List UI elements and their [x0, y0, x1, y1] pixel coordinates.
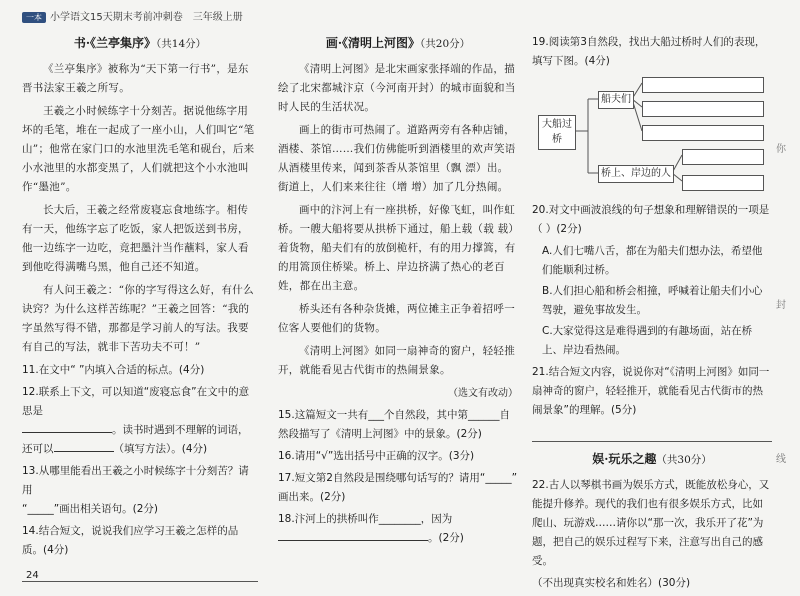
passage-paragraph: 《兰亭集序》被称为“天下第一行书”，是东晋书法家王羲之所写。	[22, 63, 249, 94]
section-title-calligraphy: 书·《兰亭集序》（共14分）	[73, 36, 207, 50]
question-22: 22.古人以琴棋书画为娱乐方式，既能放松身心，又能提升修养。现代的我们也有很多娱乐方式，比如爬山、玩游戏……请你以“那一次，我乐开了花”为题，把自己的娱乐过程写下来，注意写出自己的感受。	[532, 479, 770, 567]
question-18: 18.汴河上的拱桥叫作________，因为 。(2分)	[278, 513, 464, 544]
question-22-note: （不出现真实校名和姓名）(30分)	[532, 577, 691, 589]
question-19: 19.阅读第3自然段，找出大船过桥时人们的表现，填写下图。(4分)	[532, 36, 766, 67]
diagram-answer-box[interactable]	[682, 175, 764, 191]
passage-paragraph: 《清明上河图》如同一扇神奇的窗户，轻轻推开，就能看见古代街市的热闹景象。	[278, 345, 515, 376]
passage-paragraph: 画上的街市可热闹了。道路两旁有各种店铺，酒楼、茶馆……我们仿佛能听到酒楼里的欢声笑语从酒楼里传来，闻到茶香从茶馆里（飘 漂）出。街道上，人们来来往往（增 增）加了几分热闹。	[278, 124, 516, 193]
header-grade: 三年级上册	[192, 12, 243, 23]
question-17: 17.短文第2自然段是围绕哪句话写的？请用“_____” 画出来。(2分)	[278, 472, 518, 503]
answer-blank[interactable]	[54, 441, 114, 452]
binding-mark: 你	[776, 144, 786, 155]
column-2	[278, 30, 518, 551]
question-14: 14.结合短文，说说我们应学习王羲之怎样的品质。(4分)	[22, 525, 239, 556]
diagram-answer-box[interactable]	[642, 125, 764, 141]
answer-line[interactable]	[532, 423, 772, 442]
header-title: 小学语文15天期末考前冲刺卷	[50, 12, 183, 23]
column-3	[532, 30, 772, 596]
section-title-entertainment: 娱·玩乐之趣（共30分）	[592, 452, 712, 466]
passage-paragraph: 王羲之小时候练字十分刻苦。据说他练字用坏的毛笔，堆在一起成了一座小山，人们叫它“笔山”；他常在家门口的水池里洗毛笔和砚台，后来小水池里的水都变黑了，人们就把这个小水池叫作“墨池”。	[22, 105, 255, 193]
passage-paragraph: 有人问王羲之：“你的字写得这么好，有什么诀窍？为什么这样苦练呢？”王羲之回答：“我的字虽然写得不错，那都是学习前人的写法。我要有自己的写法，就非下苦功夫不可！”	[22, 284, 254, 353]
binding-mark: 线	[776, 454, 786, 465]
diagram-answer-box[interactable]	[642, 101, 764, 117]
diagram-root: 大船过桥	[538, 115, 576, 150]
answer-blank[interactable]	[22, 422, 112, 433]
passage-paragraph: 桥头还有各种杂货摊，两位摊主正争着招呼一位客人要他们的货物。	[278, 303, 515, 334]
question-13: 13.从哪里能看出王羲之小时候练字十分刻苦？请用 “_____”画出相关语句。(2分)	[22, 465, 249, 515]
diagram-answer-box[interactable]	[682, 149, 764, 165]
source-note: （选文有改动）	[448, 388, 518, 399]
passage-paragraph: 长大后，王羲之经常废寝忘食地练字。相传有一天，他练字忘了吃饭，家人把饭送到书房，他一边练字一边吃，竟把墨汁当作蘸料，家人看到他吃得满嘴乌黑，他自己还不知道。	[22, 204, 249, 273]
question-21: 21.结合短文内容，说说你对“《清明上河图》如同一扇神奇的窗户，轻轻推开，就能看见古代街市的热闹景象”的理解。(5分)	[532, 366, 770, 416]
column-1	[22, 30, 258, 582]
question-11: 11.在文中“ ”内填入合适的标点。(4分)	[22, 364, 205, 376]
page-number: 24	[26, 570, 39, 581]
diagram-node-onlookers: 桥上、岸边的人	[598, 165, 674, 183]
question-16: 16.请用“√”选出括号中正确的汉字。(3分)	[278, 450, 475, 462]
answer-blank[interactable]	[278, 530, 428, 541]
option-b[interactable]: B.人们担心船和桥会相撞，呼喊着让船夫们小心驾驶，避免事故发生。	[542, 285, 763, 316]
question-15: 15.这篇短文一共有___个自然段，其中第______自 然段描写了《清明上河图》中的景象。(2分)	[278, 409, 510, 440]
diagram-node-boatmen: 船夫们	[598, 91, 634, 109]
option-c[interactable]: C.大家觉得这是难得遇到的有趣场面，站在桥上、岸边看热闹。	[542, 325, 753, 356]
header-badge: 一本	[22, 12, 46, 23]
passage-paragraph: 《清明上河图》是北宋画家张择端的作品，描绘了北宋都城汴京（今河南开封）的城市面貌和当时人民的生活状况。	[278, 63, 516, 113]
option-a[interactable]: A.人们七嘴八舌，都在为船夫们想办法，希望他们能顺利过桥。	[542, 245, 763, 276]
question-20: 20.对文中画波浪线的句子想象和理解错误的一项是（ ）(2分)	[532, 204, 770, 235]
diagram-answer-box[interactable]	[642, 77, 764, 93]
page-header	[22, 8, 243, 23]
passage-paragraph: 画中的汴河上有一座拱桥，好像飞虹，叫作虹桥。一艘大船将要从拱桥下通过，船上载（载 载）着货物，船夫们有的放倒桅杆，有的用力撑篙，有的用篙顶住桥梁。桥上、岸边挤满了热心的老百姓，都在出主意。	[278, 204, 516, 292]
binding-mark: 封	[776, 300, 786, 311]
ship-crossing-diagram	[532, 77, 772, 195]
section-title-painting: 画·《清明上河图》（共20分）	[325, 36, 471, 50]
answer-line[interactable]	[22, 563, 258, 582]
question-12: 12.联系上下文，可以知道“废寝忘食”在文中的意思是 。读书时遇到不理解的词语，还可以 （填写方法）。(4分)	[22, 386, 250, 455]
